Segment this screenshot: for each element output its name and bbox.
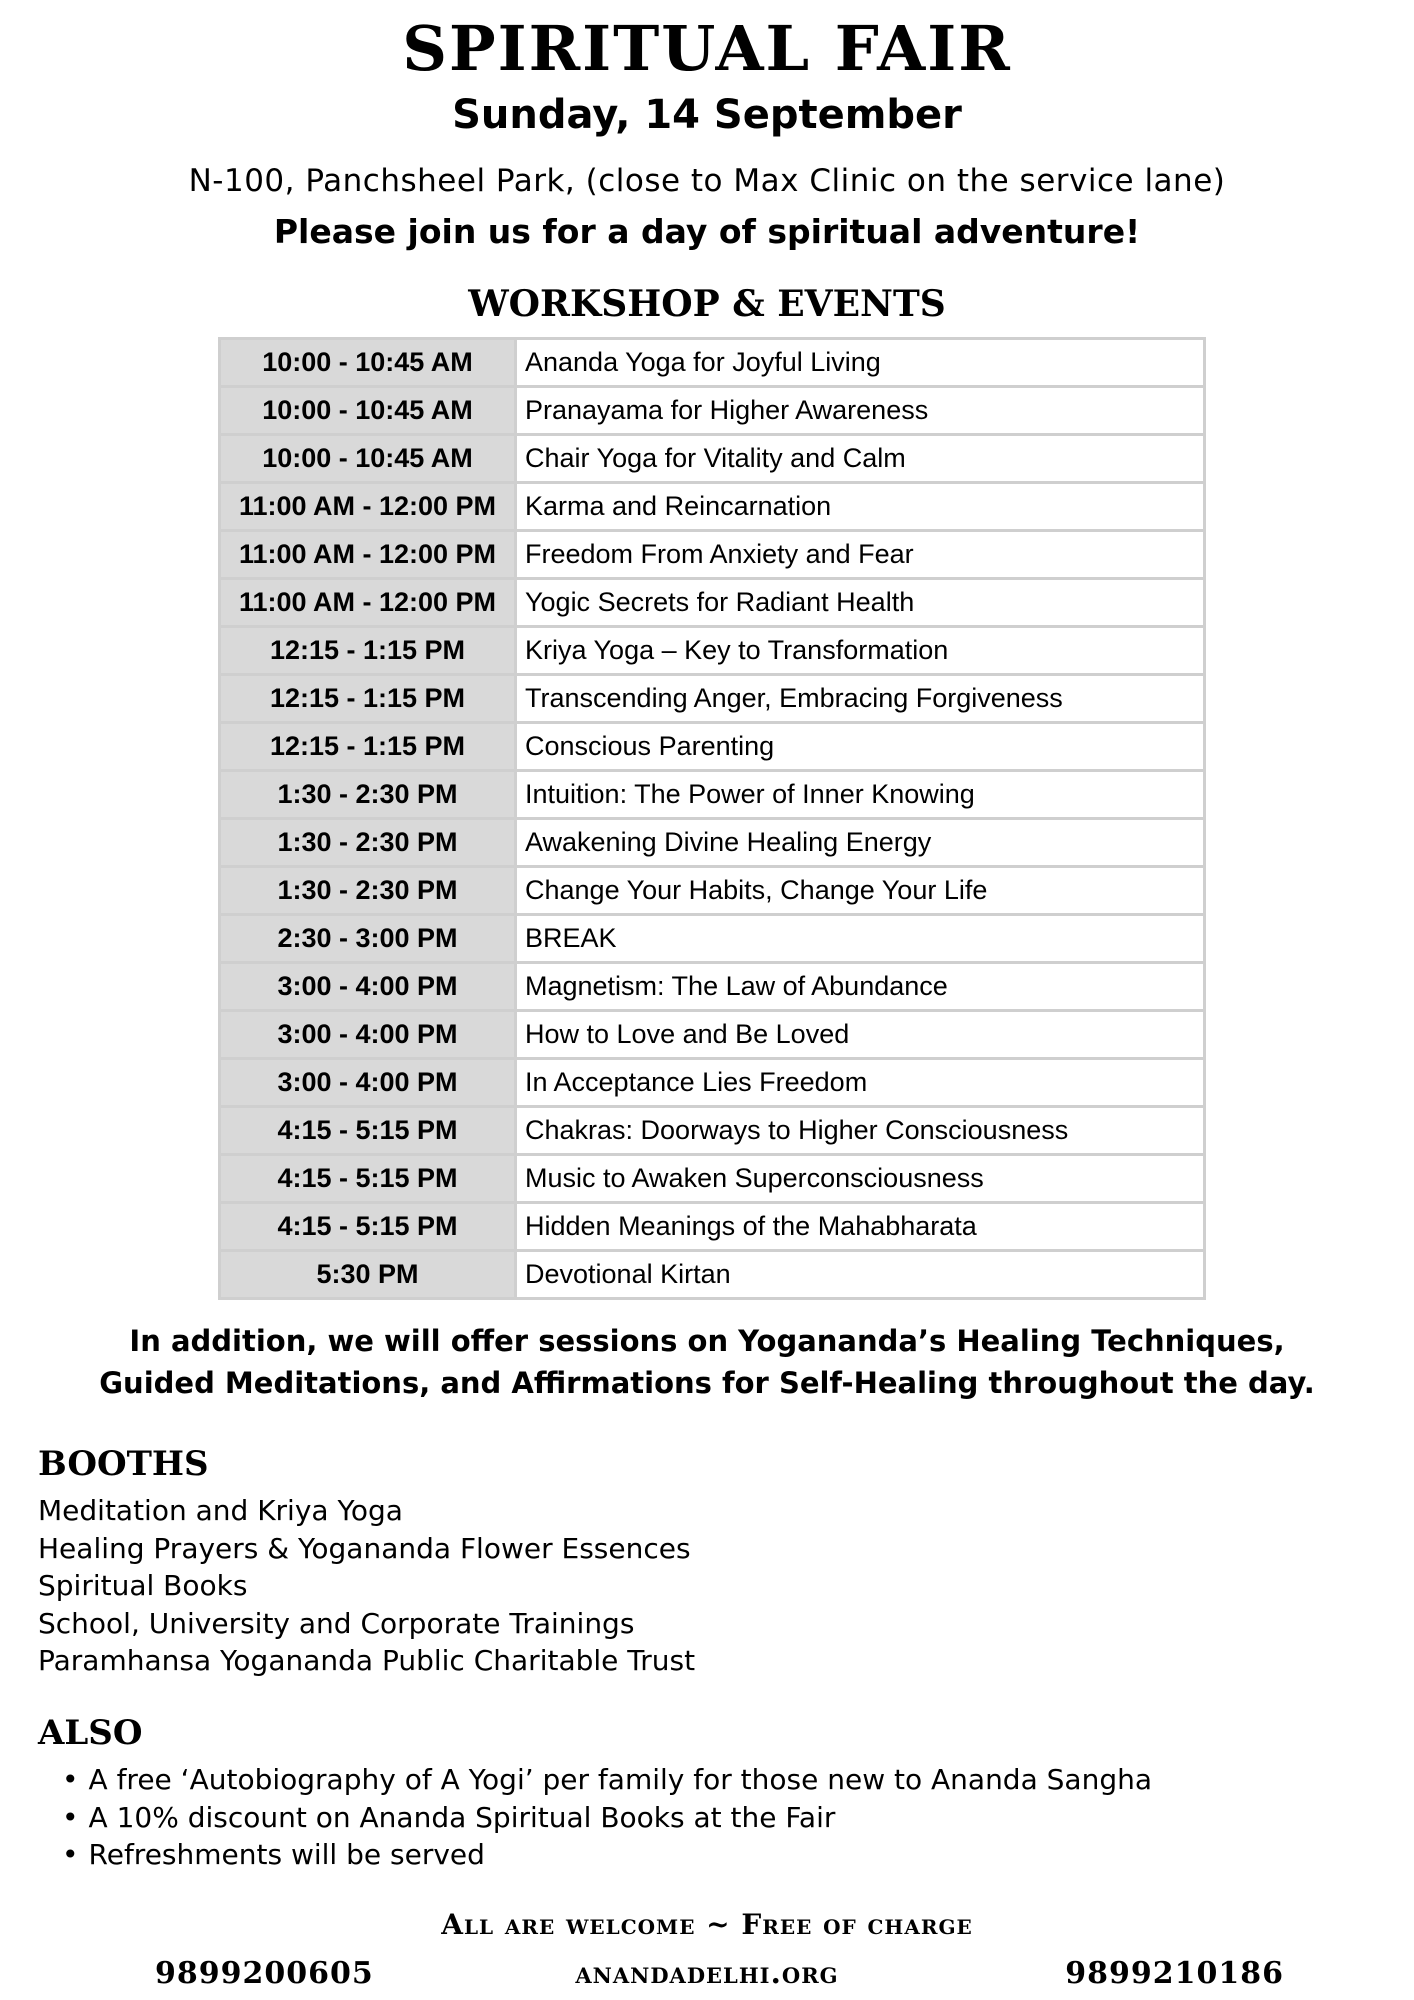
list-item: Healing Prayers & Yogananda Flower Essences (38, 1531, 691, 1565)
list-item: • Refreshments will be served (62, 1836, 1152, 1874)
event-cell: How to Love and Be Loved (516, 1011, 1205, 1059)
table-row (220, 723, 1205, 771)
event-address: N-100, Panchsheel Park, (close to Max Clinic on the service lane) (188, 163, 1226, 199)
list-item: Meditation and Kriya Yoga (38, 1494, 403, 1527)
welcome-banner: All are welcome ~ Free of charge (441, 1908, 973, 1941)
table-row (220, 1155, 1205, 1203)
table-row (220, 915, 1205, 963)
table-row (220, 771, 1205, 819)
table-row (220, 1059, 1205, 1107)
event-cell: BREAK (516, 915, 1205, 963)
event-date: Sunday, 14 September (452, 92, 962, 138)
event-cell: Music to Awaken Superconsciousness (516, 1155, 1205, 1203)
invitation-text: Please join us for a day of spiritual adventure! (273, 212, 1141, 251)
page-title: SPIRITUAL FAIR (402, 12, 1012, 85)
phone-number: 9899210186 (1065, 1956, 1284, 1991)
time-cell: 4:15 - 5:15 PM (220, 1203, 516, 1251)
time-cell: 3:00 - 4:00 PM (220, 963, 516, 1011)
event-cell: Magnetism: The Law of Abundance (516, 963, 1205, 1011)
additional-sessions-line: In addition, we will offer sessions on Yogananda’s Healing Techniques, (129, 1324, 1285, 1358)
event-cell: Conscious Parenting (516, 723, 1205, 771)
event-cell: In Acceptance Lies Freedom (516, 1059, 1205, 1107)
event-cell: Hidden Meanings of the Mahabharata (516, 1203, 1205, 1251)
table-row (220, 675, 1205, 723)
list-item: Paramhansa Yogananda Public Charitable Trust (38, 1644, 696, 1677)
time-cell: 10:00 - 10:45 AM (220, 387, 516, 435)
table-row (220, 483, 1205, 531)
table-row (220, 867, 1205, 915)
additional-sessions-line: Guided Meditations, and Affirmations for Self-Healing throughout the day. (99, 1366, 1315, 1400)
event-cell: Ananda Yoga for Joyful Living (516, 339, 1205, 387)
website-link[interactable]: anandadelhi.org (575, 1956, 839, 1991)
event-cell: Pranayama for Higher Awareness (516, 387, 1205, 435)
table-row (220, 579, 1205, 627)
event-cell: Yogic Secrets for Radiant Health (516, 579, 1205, 627)
booths-list (38, 1492, 695, 1680)
table-row (220, 435, 1205, 483)
time-cell: 1:30 - 2:30 PM (220, 771, 516, 819)
workshop-heading: WORKSHOP & EVENTS (468, 283, 946, 325)
event-cell: Karma and Reincarnation (516, 483, 1205, 531)
time-cell: 11:00 AM - 12:00 PM (220, 531, 516, 579)
booths-heading: BOOTHS (38, 1444, 209, 1484)
table-row (220, 387, 1205, 435)
time-cell: 10:00 - 10:45 AM (220, 339, 516, 387)
additional-sessions-note (0, 1320, 1414, 1404)
event-cell: Transcending Anger, Embracing Forgiveness (516, 675, 1205, 723)
time-cell: 4:15 - 5:15 PM (220, 1107, 516, 1155)
time-cell: 11:00 AM - 12:00 PM (220, 483, 516, 531)
table-row (220, 1107, 1205, 1155)
table-row (220, 1251, 1205, 1299)
also-list (62, 1761, 1152, 1874)
phone-number: 9899200605 (155, 1956, 374, 1991)
list-item: • A free ‘Autobiography of A Yogi’ per family for those new to Ananda Sangha (62, 1761, 1152, 1799)
table-row (220, 963, 1205, 1011)
event-cell: Change Your Habits, Change Your Life (516, 867, 1205, 915)
list-item: Spiritual Books (38, 1569, 248, 1602)
time-cell: 12:15 - 1:15 PM (220, 627, 516, 675)
time-cell: 1:30 - 2:30 PM (220, 819, 516, 867)
time-cell: 3:00 - 4:00 PM (220, 1059, 516, 1107)
table-row (220, 339, 1205, 387)
time-cell: 2:30 - 3:00 PM (220, 915, 516, 963)
table-row (220, 531, 1205, 579)
event-cell: Kriya Yoga – Key to Transformation (516, 627, 1205, 675)
time-cell: 10:00 - 10:45 AM (220, 435, 516, 483)
table-row (220, 1203, 1205, 1251)
time-cell: 3:00 - 4:00 PM (220, 1011, 516, 1059)
table-row (220, 1011, 1205, 1059)
table-row (220, 627, 1205, 675)
time-cell: 5:30 PM (220, 1251, 516, 1299)
event-cell: Freedom From Anxiety and Fear (516, 531, 1205, 579)
event-cell: Awakening Divine Healing Energy (516, 819, 1205, 867)
event-cell: Devotional Kirtan (516, 1251, 1205, 1299)
time-cell: 4:15 - 5:15 PM (220, 1155, 516, 1203)
schedule-table (218, 337, 1206, 1300)
list-item: • A 10% discount on Ananda Spiritual Books at the Fair (62, 1799, 1152, 1837)
time-cell: 12:15 - 1:15 PM (220, 723, 516, 771)
event-cell: Chair Yoga for Vitality and Calm (516, 435, 1205, 483)
time-cell: 11:00 AM - 12:00 PM (220, 579, 516, 627)
event-cell: Intuition: The Power of Inner Knowing (516, 771, 1205, 819)
time-cell: 1:30 - 2:30 PM (220, 867, 516, 915)
time-cell: 12:15 - 1:15 PM (220, 675, 516, 723)
table-row (220, 819, 1205, 867)
event-cell: Chakras: Doorways to Higher Consciousness (516, 1107, 1205, 1155)
list-item: School, University and Corporate Trainings (38, 1606, 635, 1640)
also-heading: ALSO (38, 1713, 143, 1753)
